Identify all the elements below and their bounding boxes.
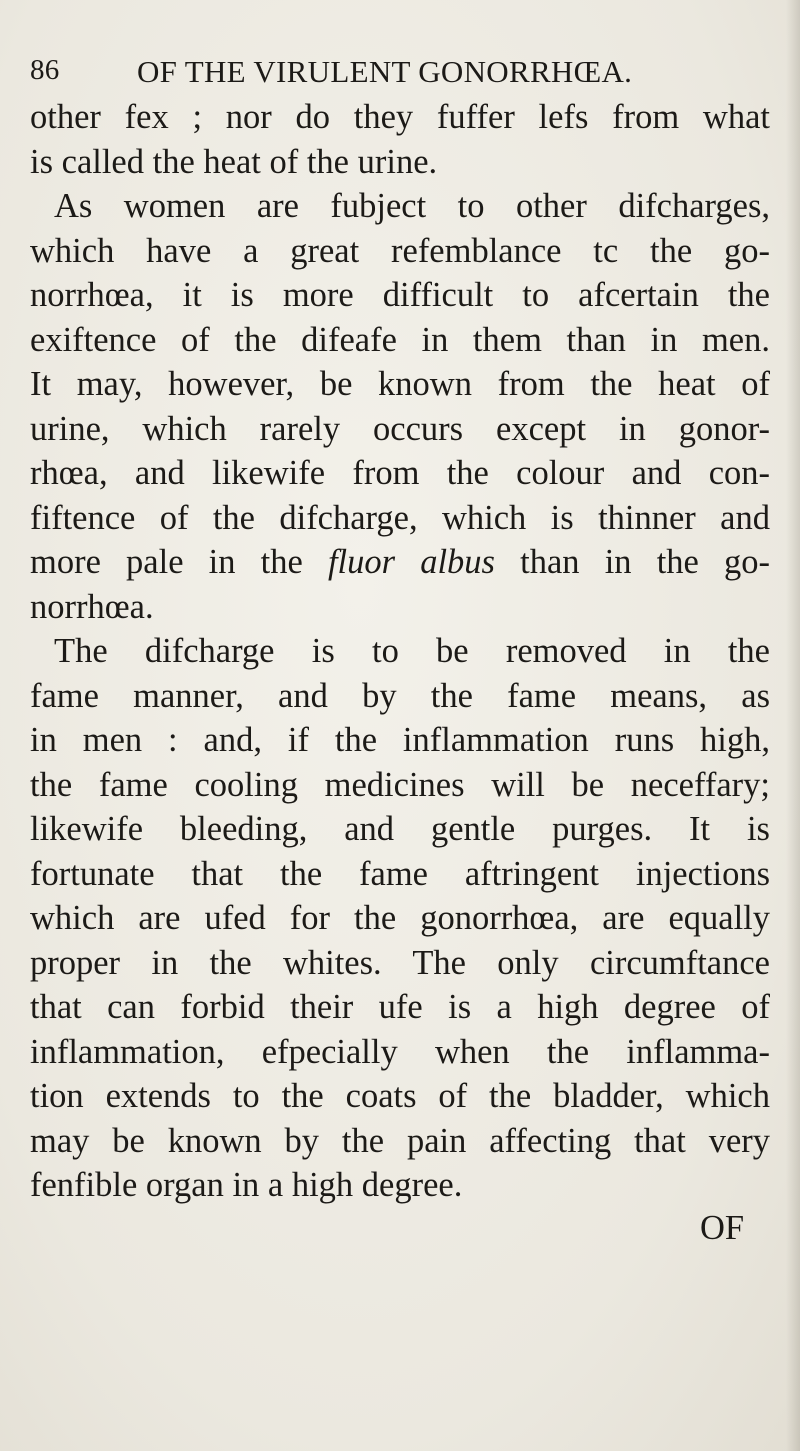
text-line: that can forbid their ufe is a high degree of: [30, 988, 770, 1026]
page-edge-shadow: [786, 0, 800, 1451]
text-line: norrhœa.: [30, 587, 154, 626]
page-number: 86: [30, 54, 60, 86]
text-line: proper in the whites. The only circumftance: [30, 943, 770, 982]
text-line: may be known by the pain affecting that very: [30, 1121, 770, 1160]
text-line: rhœa, and likewife from the colour and con-: [30, 454, 770, 492]
text-line: norrhœa, it is more difficult to afcertain the: [30, 276, 770, 314]
text-line: fenfible organ in a high degree.: [30, 1166, 463, 1204]
text-line: tion extends to the coats of the bladder, which: [30, 1077, 770, 1115]
text-line: It may, however, be known from the heat of: [30, 365, 770, 403]
text-line: fame manner, and by the fame means, as: [30, 676, 770, 715]
text-line: the fame cooling medicines will be neceffary;: [30, 765, 770, 804]
text-line: more pale in the fluor albus than in the go-: [30, 543, 771, 581]
italic-phrase: fluor albus: [327, 543, 495, 581]
catchword: OF: [700, 1209, 745, 1247]
text-line: inflammation, efpecially when the inflamma-: [30, 1032, 770, 1071]
text-line: which are ufed for the gonorrhœa, are equally: [30, 899, 770, 937]
text-line: which have a great refemblance tc the go-: [30, 231, 770, 270]
text-line: in men : and, if the inflammation runs high,: [30, 721, 770, 759]
page-header: [30, 54, 750, 94]
text-line: fiftence of the difcharge, which is thinner and: [30, 498, 770, 537]
body-text: [30, 95, 770, 1208]
text-line: As women are fubject to other difcharges,: [54, 187, 770, 225]
text-line: likewife bleeding, and gentle purges. It is: [30, 810, 770, 848]
text-line: fortunate that the fame aftringent injections: [30, 854, 770, 893]
text-line: The difcharge is to be removed in the: [54, 632, 770, 670]
text-line: other fex ; nor do they fuffer lefs from what: [30, 98, 770, 136]
text-line: exiftence of the difeafe in them than in men.: [30, 320, 770, 359]
text-line: is called the heat of the urine.: [30, 142, 438, 181]
text-line: urine, which rarely occurs except in gonor-: [30, 409, 770, 448]
running-head: OF THE VIRULENT GONORRHŒA.: [137, 54, 633, 89]
